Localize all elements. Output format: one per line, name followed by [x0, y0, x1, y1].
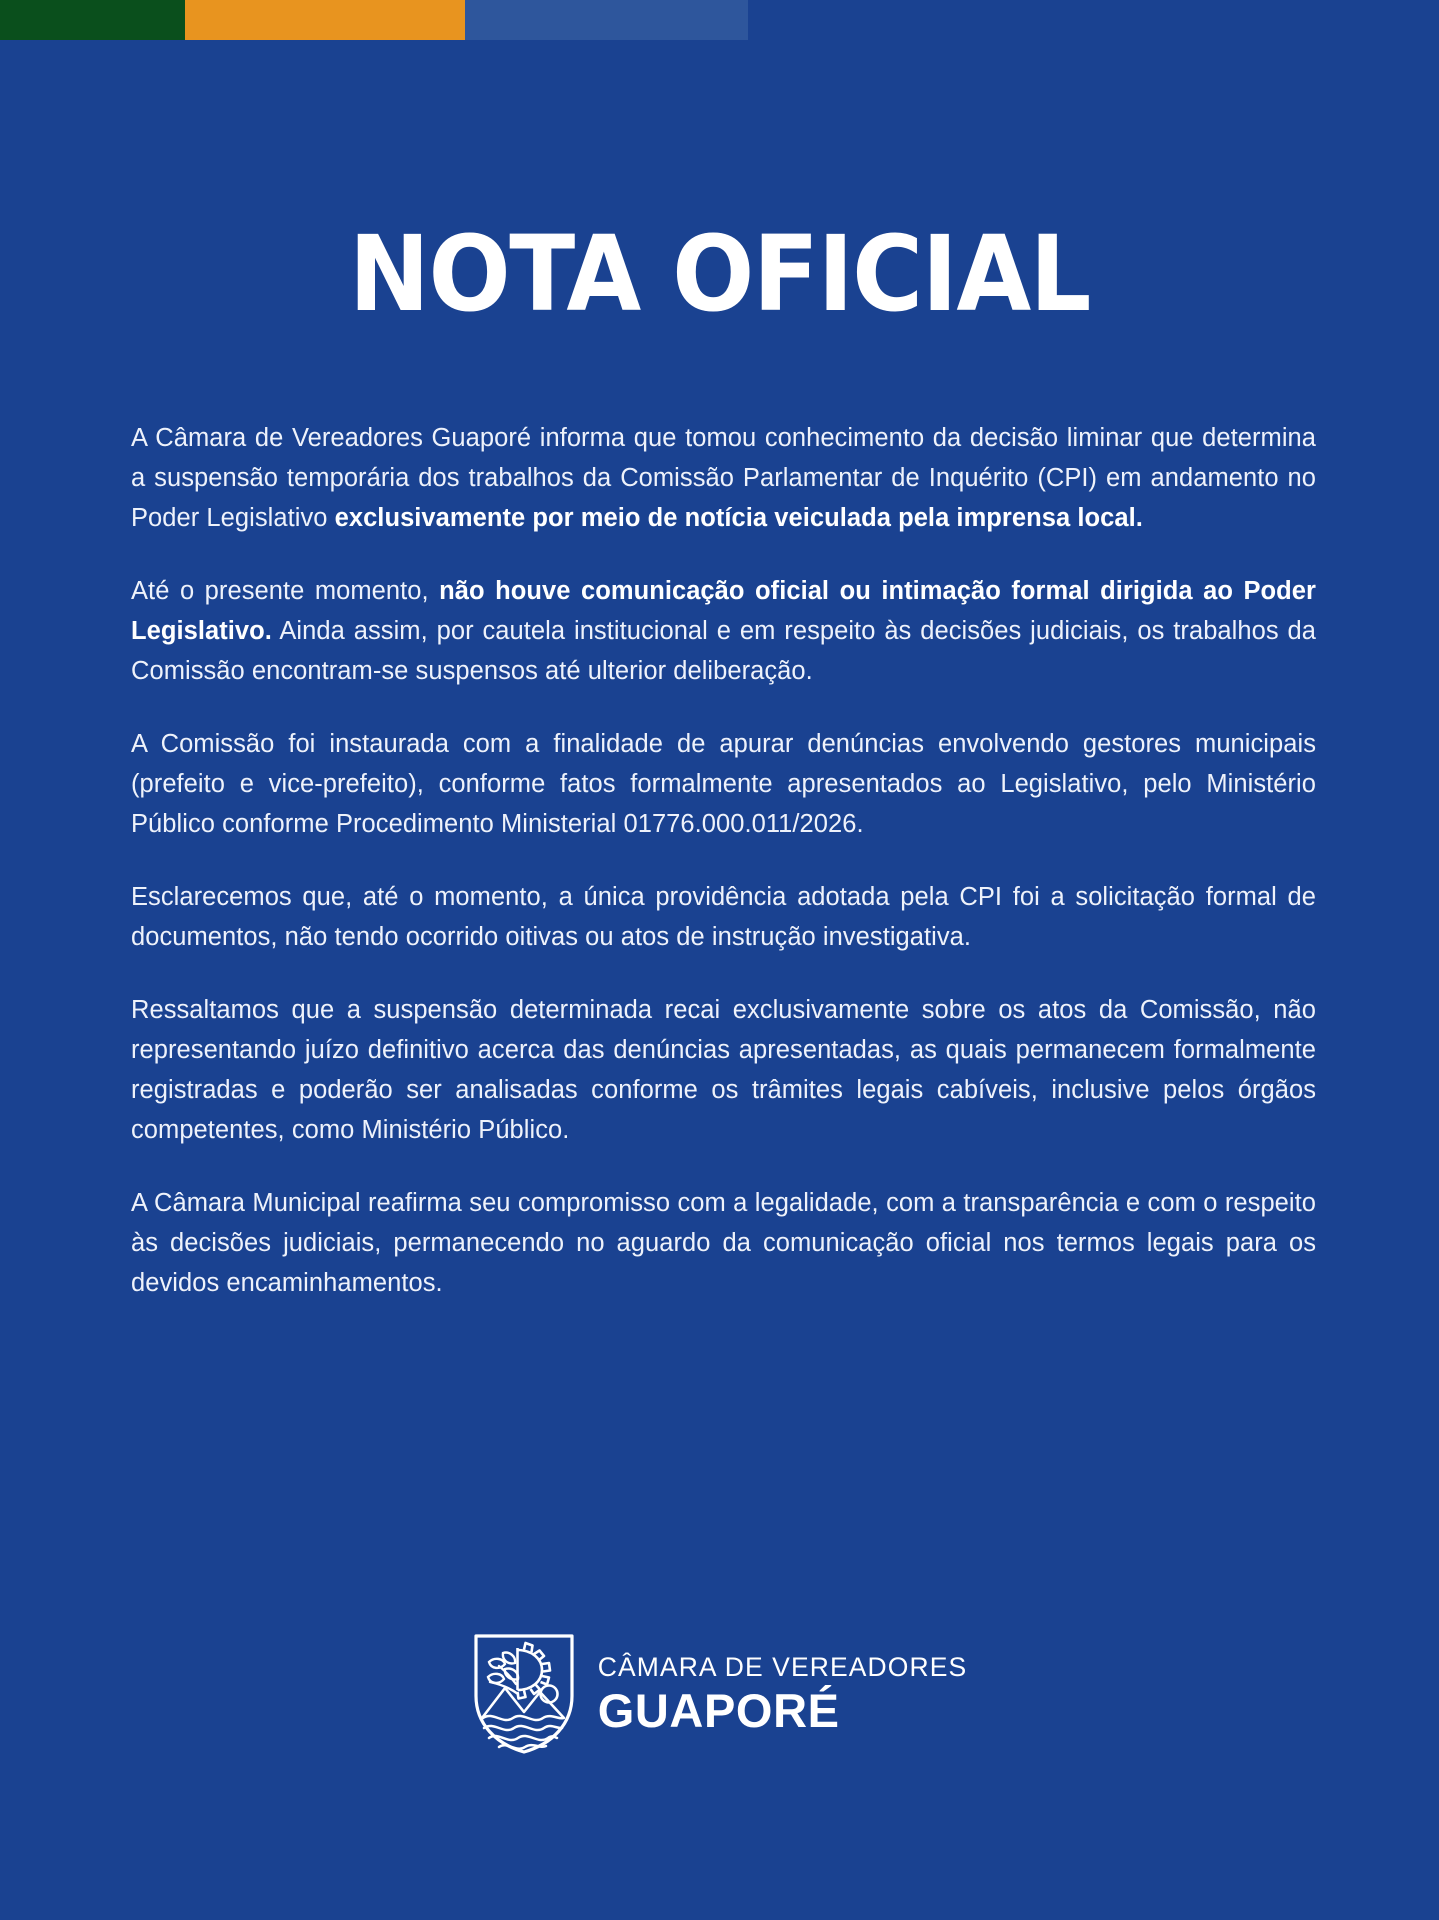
- note-text-emphasis: exclusivamente por meio de notícia veiculada pela imprensa local.: [334, 504, 1143, 532]
- note-paragraph: [131, 724, 1316, 844]
- footer-logo-text: [597, 1651, 968, 1738]
- guapore-shield-crest-icon: [472, 1632, 576, 1756]
- top-bar-segment-green: [0, 0, 185, 40]
- footer-logo-line2: GUAPORÉ: [597, 1684, 840, 1738]
- top-bar-segment-rest: [748, 0, 1439, 40]
- note-text-run: A Comissão foi instaurada com a finalidade de apurar denúncias envolvendo gestores municipais (prefeito e vice-prefeito), conforme fatos formalmente apresentados ao Legislativo, pelo Ministério Público conforme Procedimento Ministerial 01776.000.011/2026.: [131, 730, 1316, 838]
- note-text-run: A Câmara de Vereadores Guaporé informa que tomou conhecimento da decisão liminar que determina a suspensão temporária dos trabalhos da Comissão Parlamentar de Inquérito (CPI) em andamento no Poder Legislativo: [131, 424, 1316, 532]
- note-paragraph: [131, 418, 1316, 538]
- footer-logo: [0, 1632, 1439, 1756]
- footer-logo-line1: CÂMARA DE VEREADORES: [597, 1651, 968, 1682]
- note-paragraph: [131, 990, 1316, 1150]
- top-bar-segment-orange: [185, 0, 465, 40]
- note-text-run: Ainda assim, por cautela institucional e em respeito às decisões judiciais, os trabalhos da Comissão encontram-se suspensos até ulterior deliberação.: [131, 617, 1316, 685]
- note-paragraph: [131, 571, 1316, 691]
- top-bar-segment-blue: [465, 0, 748, 40]
- page-title: NOTA OFICIAL: [348, 212, 1091, 335]
- note-text-run: Até o presente momento,: [131, 577, 440, 605]
- note-text-run: Ressaltamos que a suspensão determinada recai exclusivamente sobre os atos da Comissão, não representando juízo definitivo acerca das denúncias apresentadas, as quais permanecem formalmente registradas e poderão ser analisadas conforme os trâmites legais cabíveis, inclusive pelos órgãos competentes, como Ministério Público.: [131, 996, 1316, 1144]
- page-title-container: [0, 152, 1439, 395]
- note-text-emphasis: não houve comunicação oficial ou intimação formal dirigida ao Poder Legislativo.: [131, 577, 1316, 645]
- note-paragraph: [131, 1183, 1316, 1303]
- note-paragraph: [131, 877, 1316, 957]
- note-text-run: Esclarecemos que, até o momento, a única providência adotada pela CPI foi a solicitação formal de documentos, não tendo ocorrido oitivas ou atos de instrução investigativa.: [131, 883, 1316, 951]
- note-body: [131, 418, 1316, 1303]
- top-color-bar: [0, 0, 1439, 40]
- note-text-run: A Câmara Municipal reafirma seu compromisso com a legalidade, com a transparência e com o respeito às decisões judiciais, permanecendo no aguardo da comunicação oficial nos termos legais para os devidos encaminhamentos.: [131, 1189, 1316, 1297]
